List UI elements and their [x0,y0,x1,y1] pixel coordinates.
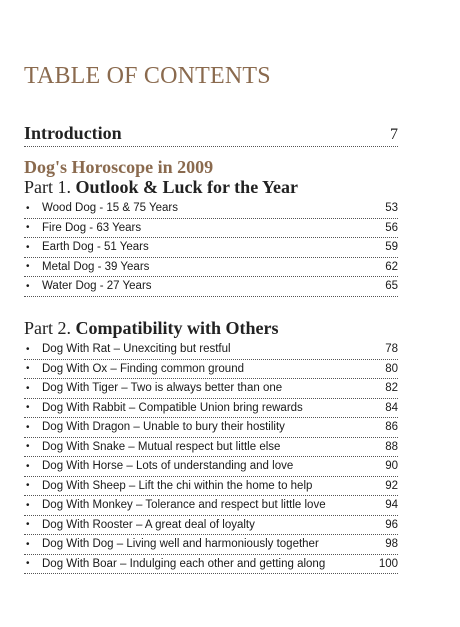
entry-page-number: 98 [385,538,398,551]
toc-entry[interactable] [24,535,398,555]
entry-page-number: 96 [385,518,398,531]
bullet-icon: • [26,280,30,292]
bullet-icon: • [26,538,30,550]
entry-page-number: 80 [385,362,398,375]
entry-title: Dog With Ox – Finding common ground [42,362,244,375]
toc-entry[interactable] [24,277,398,297]
part2-number: Part 2. [24,318,71,338]
part1-heading [24,177,298,198]
entry-page-number: 94 [385,499,398,512]
bullet-icon: • [26,261,30,273]
entry-title: Dog With Sheep – Lift the chi within the home to help [42,479,313,492]
entry-page-number: 86 [385,421,398,434]
entry-title: Dog With Rabbit – Compatible Union bring rewards [42,401,303,414]
toc-entry[interactable] [24,219,398,239]
bullet-icon: • [26,460,30,472]
toc-entry[interactable] [24,496,398,516]
entry-title: Dog With Tiger – Two is always better than one [42,382,283,395]
entry-page-number: 92 [385,479,398,492]
toc-entry[interactable] [24,238,398,258]
bullet-icon: • [26,480,30,492]
part1-title: Outlook & Luck for the Year [75,177,298,197]
intro-page-number: 7 [390,126,398,143]
bullet-icon: • [26,402,30,414]
toc-entry[interactable] [24,438,398,458]
bullet-icon: • [26,421,30,433]
toc-entry[interactable] [24,418,398,438]
entry-title: Dog With Snake – Mutual respect but little else [42,440,281,453]
bullet-icon: • [26,441,30,453]
bullet-icon: • [26,363,30,375]
entry-page-number: 59 [385,241,398,254]
toc-entry[interactable] [24,379,398,399]
entry-page-number: 90 [385,460,398,473]
toc-entry[interactable] [24,258,398,278]
bullet-icon: • [26,499,30,511]
toc-entry[interactable] [24,457,398,477]
part2-heading [24,318,279,339]
entry-title: Dog With Horse – Lots of understanding and love [42,460,294,473]
entry-page-number: 82 [385,382,398,395]
toc-entry[interactable] [24,555,398,575]
section-heading: Dog's Horoscope in 2009 [24,157,214,177]
toc-entry[interactable] [24,477,398,497]
toc-entry[interactable] [24,199,398,219]
bullet-icon: • [26,519,30,531]
entry-title: Dog With Boar – Indulging each other and getting along [42,557,326,570]
intro-label: Introduction [24,123,122,143]
entry-title: Dog With Dragon – Unable to bury their hostility [42,421,285,434]
part2-entry-list [24,340,398,574]
toc-entry[interactable] [24,340,398,360]
part2-title: Compatibility with Others [75,318,279,338]
entry-page-number: 62 [385,260,398,273]
entry-title: Water Dog - 27 Years [42,280,152,293]
entry-title: Fire Dog - 63 Years [42,221,142,234]
toc-entry-introduction[interactable] [24,123,398,147]
entry-page-number: 88 [385,440,398,453]
entry-page-number: 56 [385,221,398,234]
toc-entry[interactable] [24,360,398,380]
entry-page-number: 100 [378,557,398,570]
bullet-icon: • [26,382,30,394]
toc-entry[interactable] [24,516,398,536]
entry-title: Dog With Rat – Unexciting but restful [42,343,231,356]
entry-title: Earth Dog - 51 Years [42,241,149,254]
entry-page-number: 84 [385,401,398,414]
toc-entry[interactable] [24,399,398,419]
entry-title: Dog With Dog – Living well and harmoniously together [42,538,319,551]
bullet-icon: • [26,558,30,570]
bullet-icon: • [26,202,30,214]
part1-entry-list [24,199,398,297]
part1-number: Part 1. [24,177,71,197]
bullet-icon: • [26,343,30,355]
entry-title: Dog With Rooster – A great deal of loyalty [42,518,255,531]
page-title: TABLE OF CONTENTS [24,63,271,89]
bullet-icon: • [26,222,30,234]
bullet-icon: • [26,241,30,253]
entry-title: Metal Dog - 39 Years [42,260,150,273]
entry-page-number: 65 [385,280,398,293]
entry-title: Dog With Monkey – Tolerance and respect but little love [42,499,326,512]
entry-page-number: 78 [385,343,398,356]
entry-page-number: 53 [385,202,398,215]
entry-title: Wood Dog - 15 & 75 Years [42,202,178,215]
